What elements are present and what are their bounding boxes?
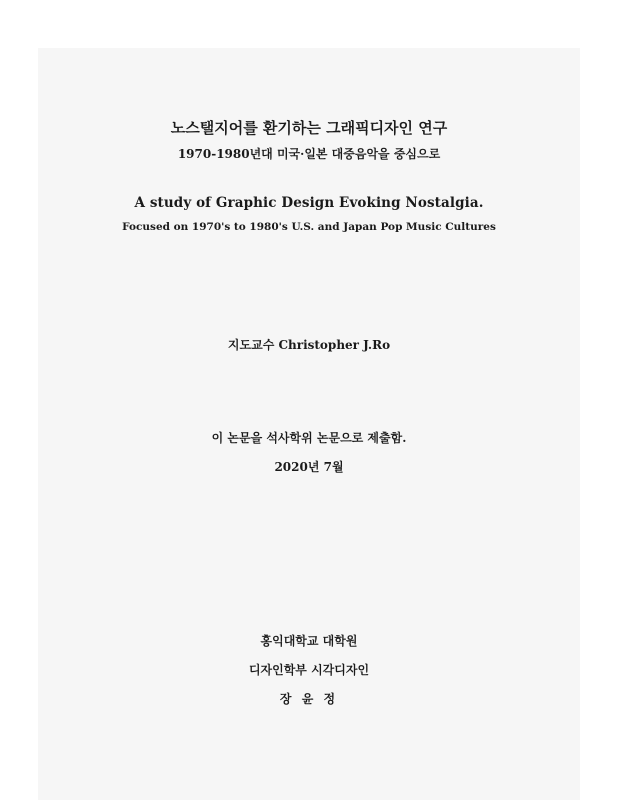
korean-subtitle: 1970-1980년대 미국·일본 대중음악을 중심으로 [177,147,441,161]
university-name: 홍익대학교 대학원 [260,634,358,648]
submission-statement: 이 논문을 석사학위 논문으로 제출함. [211,431,407,445]
english-title: A study of Graphic Design Evoking Nostalgia. [134,195,484,211]
advisor-line: 지도교수 Christopher J.Ro [227,338,391,352]
thesis-title-page [38,48,580,800]
department-name: 디자인학부 시각디자인 [248,663,370,677]
submission-date: 2020년 7월 [274,460,344,474]
author-name: 장 윤 정 [279,692,339,706]
korean-title: 노스탤지어를 환기하는 그래픽디자인 연구 [170,119,448,137]
english-subtitle: Focused on 1970's to 1980's U.S. and Japan Pop Music Cultures [122,221,496,233]
